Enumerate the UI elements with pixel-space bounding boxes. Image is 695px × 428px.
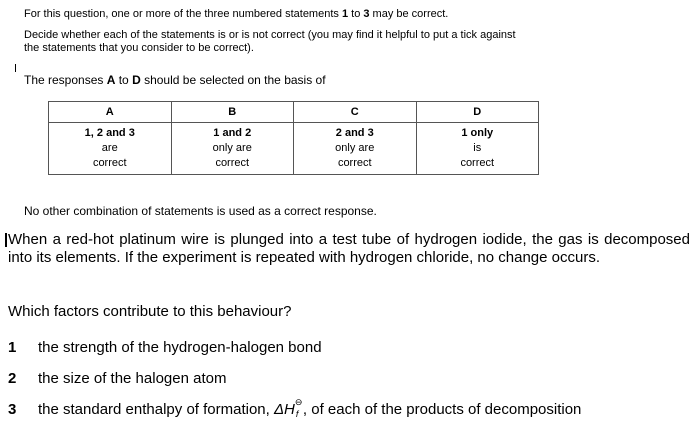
instruction-line-1: For this question, one or more of the three numbered statements 1 to 3 may be correct. <box>24 8 449 20</box>
response-a-line-2: are <box>101 142 118 154</box>
formation-subscript: f <box>295 409 299 419</box>
response-cell-b <box>171 123 294 175</box>
margin-mark <box>15 64 16 72</box>
no-other-combination-note: No other combination of statements is used as a correct response. <box>24 204 377 218</box>
responses-basis-text: The responses A to D should be selected on the basis of <box>24 73 326 87</box>
response-c-line-2: only are <box>335 142 375 154</box>
question-stem: When a red-hot platinum wire is plunged into a test tube of hydrogen iodide, the gas is decomposed into its elements. If the experiment is repeated with hydrogen chloride, no change occurs. <box>8 231 690 266</box>
instruction-line-3: the statements that you consider to be correct). <box>24 42 254 54</box>
response-d-line-2: is <box>473 142 482 154</box>
response-header-b: B <box>171 102 294 123</box>
response-b-line-3: correct <box>215 157 250 169</box>
standard-state-symbol: ⊖ <box>294 397 303 407</box>
enthalpy-symbol: ΔH <box>273 401 295 418</box>
response-cell-a <box>49 123 172 175</box>
responses-table <box>48 101 539 175</box>
response-header-c: C <box>294 102 417 123</box>
statement-1-number: 1 <box>8 339 17 356</box>
instruction-line-2: Decide whether each of the statements is or is not correct (you may find it helpful to put a tick against <box>24 29 516 41</box>
response-a-line-3: correct <box>92 157 127 169</box>
response-d-line-1: 1 only <box>461 127 494 139</box>
responses-body-row <box>49 123 539 175</box>
response-d-line-3: correct <box>460 157 495 169</box>
statement-1-text: the strength of the hydrogen-halogen bond <box>38 339 322 356</box>
response-a-line-1: 1, 2 and 3 <box>84 127 135 139</box>
response-c-line-3: correct <box>337 157 372 169</box>
statement-3-number: 3 <box>8 401 17 418</box>
responses-header-row <box>49 102 539 123</box>
question-margin-bar <box>5 233 7 247</box>
question-prompt: Which factors contribute to this behaviour? <box>8 303 292 320</box>
response-c-line-1: 2 and 3 <box>335 127 374 139</box>
statement-2-number: 2 <box>8 370 17 387</box>
response-cell-d <box>416 123 539 175</box>
response-b-line-2: only are <box>212 142 252 154</box>
statement-3-text: the standard enthalpy of formation, ΔH ⊖ f , of each of the products of decomposition <box>38 397 582 419</box>
response-cell-c <box>294 123 417 175</box>
statement-2-text: the size of the halogen atom <box>38 370 227 387</box>
response-header-d: D <box>416 102 539 123</box>
response-b-line-1: 1 and 2 <box>213 127 252 139</box>
response-header-a: A <box>49 102 172 123</box>
